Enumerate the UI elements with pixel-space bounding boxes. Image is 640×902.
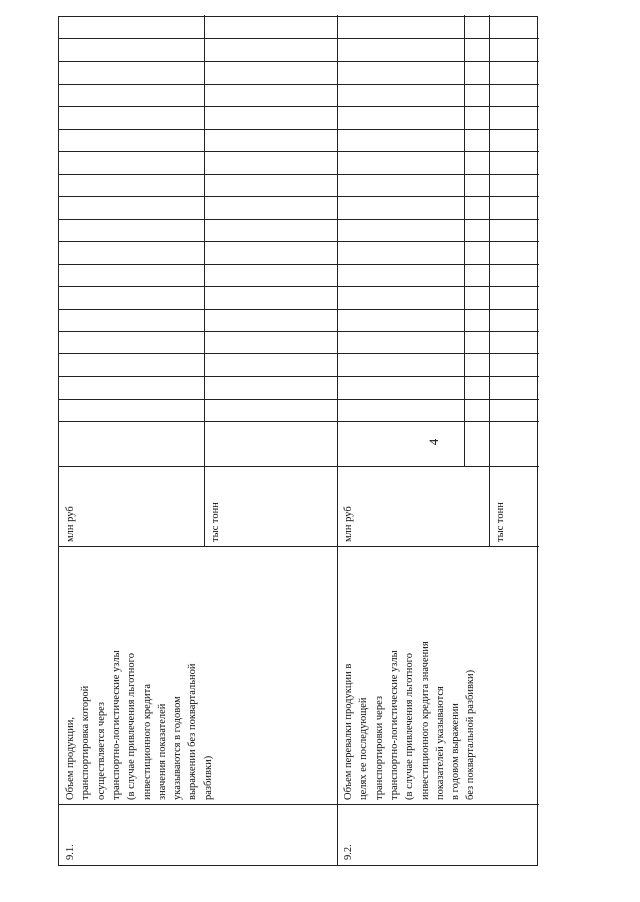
indicator-line: Объем перевалки продукции в [343, 663, 354, 800]
indicator-cell-9-2 [337, 547, 539, 805]
grid-line [464, 15, 465, 467]
grid-line [59, 264, 539, 265]
row-number-9-2: 9.2. [343, 844, 354, 860]
indicator-line: осуществляется через [95, 701, 107, 800]
grid-line [489, 467, 490, 547]
indicator-cell-9-1 [59, 547, 337, 805]
grid-line [59, 286, 539, 287]
indicator-line: (в случае привлечения льготного [126, 653, 138, 800]
indicator-line: в годовом выражении [450, 703, 462, 800]
grid-line [59, 61, 539, 62]
grid-line [59, 353, 539, 354]
unit-cell-9-2-tonn: тыс тонн [495, 502, 506, 542]
grid-line [59, 804, 539, 805]
grid-line [59, 151, 539, 152]
grid-line [204, 467, 205, 547]
grid-line [337, 15, 338, 865]
indicator-line: транспортно-логистические узлы [388, 650, 400, 800]
grid-line [489, 15, 490, 467]
indicator-line: (в случае привлечения льготного [404, 653, 416, 800]
unit-cell-9-1-tonn: тыс тонн [210, 502, 221, 542]
indicator-line: указываются в годовом [172, 696, 184, 800]
indicator-line: инвестиционного кредита значения [419, 641, 431, 800]
grid-line [59, 84, 539, 85]
page-number: 4 [426, 438, 441, 446]
grid-line [59, 129, 539, 130]
indicator-line: разбивки) [202, 755, 214, 800]
grid-line [59, 331, 539, 332]
indicator-table [58, 16, 538, 866]
indicator-line: инвестиционного кредита [141, 683, 153, 800]
grid-line [59, 309, 539, 310]
indicator-line: целях ее последующей [358, 697, 370, 800]
indicator-line: транспортировка которой [80, 685, 92, 800]
grid-line [59, 421, 539, 422]
unit-cell-9-2-rub: млн руб [343, 506, 354, 542]
indicator-line: транспортно-логистические узлы [110, 650, 122, 800]
indicator-line: без поквартальной разбивки) [465, 669, 477, 800]
indicator-line: Объем продукции, [65, 716, 76, 800]
grid-line [59, 174, 539, 175]
indicator-line: транспортировки через [373, 695, 385, 800]
indicator-line: значения показателей [156, 703, 168, 800]
row-number-9-1: 9.1. [65, 844, 76, 860]
grid-line [59, 376, 539, 377]
grid-line [59, 399, 539, 400]
unit-cell-9-1-rub: млн руб [65, 506, 76, 542]
grid-line [204, 15, 205, 467]
grid-line [59, 106, 539, 107]
indicator-line: показателей указываются [434, 686, 446, 800]
grid-line [59, 466, 539, 467]
indicator-line: выражении без поквартальной [187, 663, 199, 800]
grid-line [59, 241, 539, 242]
grid-line [59, 38, 539, 39]
grid-line [59, 219, 539, 220]
grid-line [59, 196, 539, 197]
grid-line [59, 546, 539, 547]
